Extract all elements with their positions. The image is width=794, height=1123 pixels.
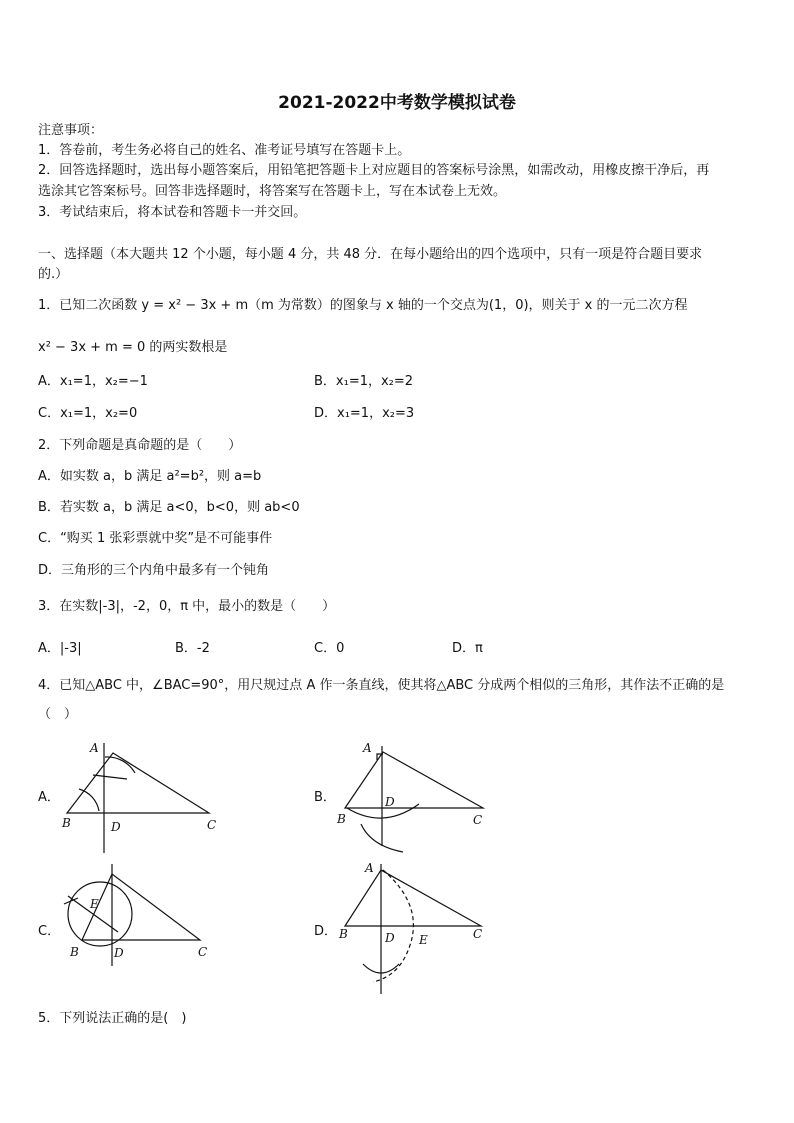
note-item-2: 2．回答选择题时，选出每小题答案后，用铅笔把答题卡上对应题目的答案标号涂黑，如需改动，用橡皮擦干净后，再 [38,163,710,178]
label-e: E [90,897,99,911]
q3-option-c: C．0 [314,641,345,656]
label-d: D [114,946,124,960]
q1-stem: 1．已知二次函数 y = x² − 3x + m（m 为常数）的图象与 x 轴的一个交点为(1，0)，则关于 x 的一元二次方程 [38,298,688,313]
q4-option-a-label: A． [38,790,60,805]
q5-stem: 5．下列说法正确的是( ) [38,1011,187,1026]
q3-option-b: B．-2 [175,641,210,656]
label-b: B [70,945,79,959]
notes-heading: 注意事项： [38,123,104,138]
triangle-abc [67,753,209,813]
note-item-1: 1．答卷前，考生务必将自己的姓名、准考证号填写在答题卡上。 [38,143,411,158]
label-d: D [385,795,395,809]
arc-mark [93,775,127,779]
arc-at-a [105,757,135,773]
label-c: C [198,945,208,959]
q3-option-a: A．|-3| [38,641,82,656]
q4-figure-c [60,862,220,967]
q4-stem: 4．已知△ABC 中，∠BAC=90°，用尺规过点 A 作一条直线，使其将△ABC 分成两个相似的三角形，其作法不正确的是 [38,678,725,693]
q3-option-d: D．π [452,641,483,656]
label-c: C [207,818,217,832]
label-d: D [111,820,121,834]
label-b: B [339,927,348,941]
q2-option-b: B．若实数 a，b 满足 a<0，b<0，则 ab<0 [38,500,300,515]
section-heading-cont: 的.） [38,267,69,282]
triangle-abc [82,874,200,940]
label-c: C [473,927,483,941]
q2-stem: 2．下列命题是真命题的是（ ） [38,438,242,453]
q2-option-c: C．“购买 1 张彩票就中奖”是不可能事件 [38,531,273,546]
q4-option-c-label: C． [38,924,61,939]
q4-figure-b [333,738,493,856]
label-e: E [419,933,428,947]
label-d: D [385,931,395,945]
q3-stem: 3．在实数|-3|，-2，0，π 中，最小的数是（ ） [38,599,336,614]
label-a: A [365,861,374,875]
label-b: B [337,812,346,826]
q2-option-d: D．三角形的三个内角中最多有一个钝角 [38,563,270,578]
triangle-abc [345,752,483,808]
q4-stem-cont: （ ） [38,707,78,722]
arc-at-b [79,789,99,811]
label-a: A [363,741,372,755]
arc-lower [347,804,419,818]
label-a: A [90,741,99,755]
q1-option-d: D．x₁=1，x₂=3 [314,406,415,421]
construction-circle [68,882,132,946]
q4-option-b-label: B． [314,790,336,805]
label-b: B [62,816,71,830]
q1-option-a: A．x₁=1，x₂=−1 [38,374,148,389]
q1-option-b: B．x₁=1，x₂=2 [314,374,414,389]
note-item-2-cont: 选涂其它答案标号。回答非选择题时，将答案写在答题卡上，写在本试卷上无效。 [38,184,507,199]
note-item-3: 3．考试结束后，将本试卷和答题卡一并交回。 [38,205,307,220]
q4-figure-d [333,856,493,996]
q2-option-a: A．如实数 a，b 满足 a²=b²，则 a=b [38,469,262,484]
q4-option-d-label: D． [314,924,338,939]
section-heading: 一、选择题（本大题共 12 个小题，每小题 4 分，共 48 分．在每小题给出的四个选项中，只有一项是符合题目要求 [38,247,703,262]
q1-option-c: C．x₁=1，x₂=0 [38,406,138,421]
q1-stem-cont: x² − 3x + m = 0 的两实数根是 [38,340,228,355]
label-c: C [473,813,483,827]
q4-figure-a [55,735,225,855]
page-title: 2021-2022中考数学模拟试卷 [278,93,516,113]
